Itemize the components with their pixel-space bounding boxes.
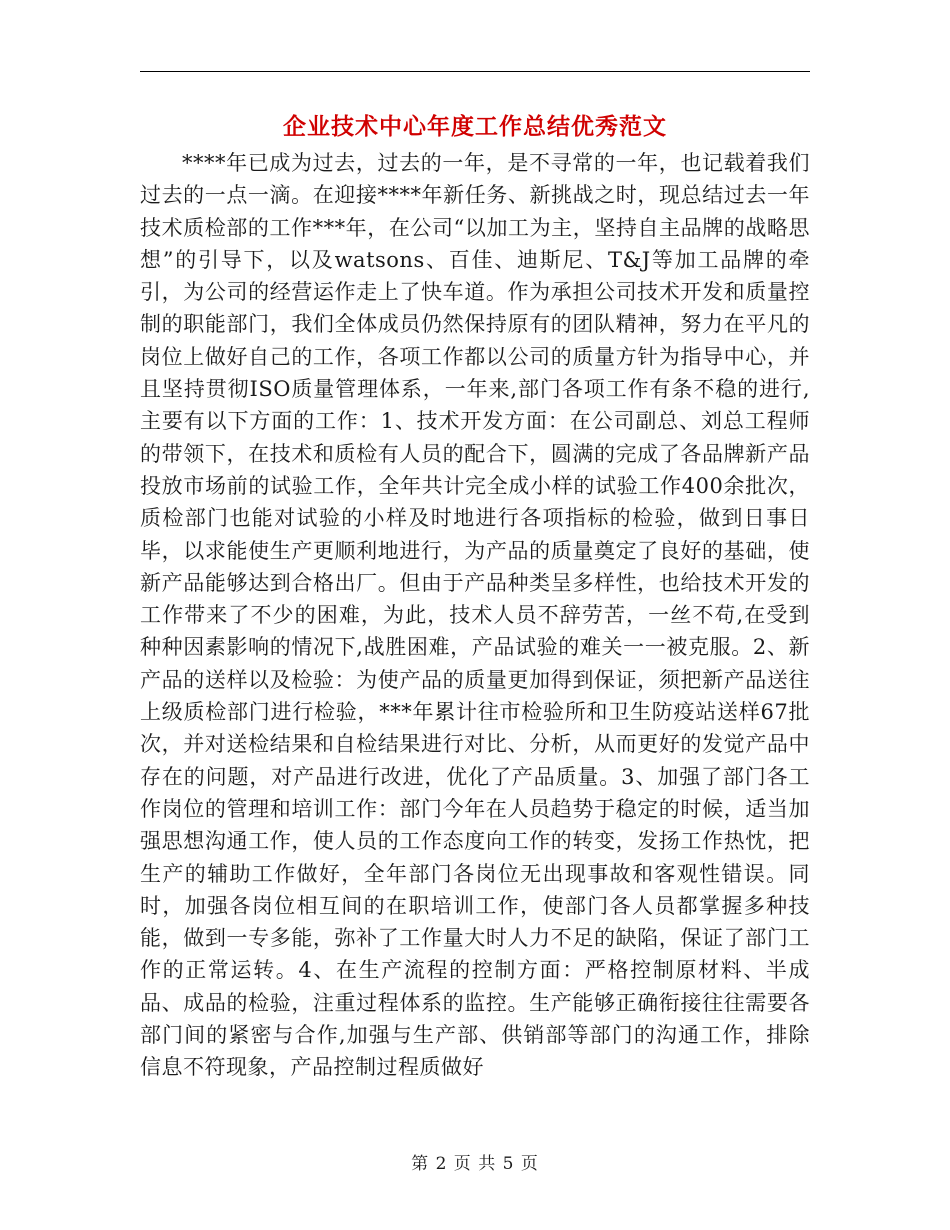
page-footer: 第 2 页 共 5 页	[411, 1154, 539, 1174]
header-rule	[140, 71, 810, 72]
body-paragraph: ****年已成为过去，过去的一年，是不寻常的一年，也记载着我们过去的一点一滴。在迎接****年新任务、新挑战之时，现总结过去一年技术质检部的工作***年，在公司“以加工为主，坚持自主品牌的战略思想”的引导下，以及watsons、百佳、迪斯尼、T&J等加工品牌的牵引，为公司的经营运作走上了快车道。作为承担公司技术开发和质量控制的职能部门，我们全体成员仍然保持原有的团队精神，努力在平凡的岗位上做好自己的工作，各项工作都以公司的质量方针为指导中心，并且坚持贯彻ISO质量管理体系，一年来,部门各项工作有条不稳的进行,主要有以下方面的工作：1、技术开发方面：在公司副总、刘总工程师的带领下，在技术和质检有人员的配合下，圆满的完成了各品牌新产品投放市场前的试验工作，全年共计完全成小样的试验工作400余批次，质检部门也能对试验的小样及时地进行各项指标的检验，做到日事日毕，以求能使生产更顺利地进行，为产品的质量奠定了良好的基础，使新产品能够达到合格出厂。但由于产品种类呈多样性，也给技术开发的工作带来了不少的困难，为此，技术人员不辞劳苦，一丝不苟,在受到种种因素影响的情况下,战胜困难，产品试验的难关一一被克服。2、新产品的送样以及检验：为使产品的质量更加得到保证，须把新产品送往上级质检部门进行检验，***年累计往市检验所和卫生防疫站送样67批次，并对送检结果和自检结果进行对比、分析，从而更好的发觉产品中存在的问题，对产品进行改进，优化了产品质量。3、加强了部门各工作岗位的管理和培训工作：部门今年在人员趋势于稳定的时候，适当加强思想沟通工作，使人员的工作态度向工作的转变，发扬工作热忱，把生产的辅助工作做好，全年部门各岗位无出现事故和客观性错误。同时，加强各岗位相互间的在职培训工作，使部门各人员都掌握多种技能，做到一专多能，弥补了工作量大时人力不足的缺陷，保证了部门工作的正常运转。4、在生产流程的控制方面：严格控制原材料、半成品、成品的检验，注重过程体系的监控。生产能够正确衔接往往需要各部门间的紧密与合作,加强与生产部、供销部等部门的沟通工作，排除信息不符现象，产品控制过程质做好	[140, 151, 810, 1080]
document-title: 企业技术中心年度工作总结优秀范文	[283, 113, 667, 140]
